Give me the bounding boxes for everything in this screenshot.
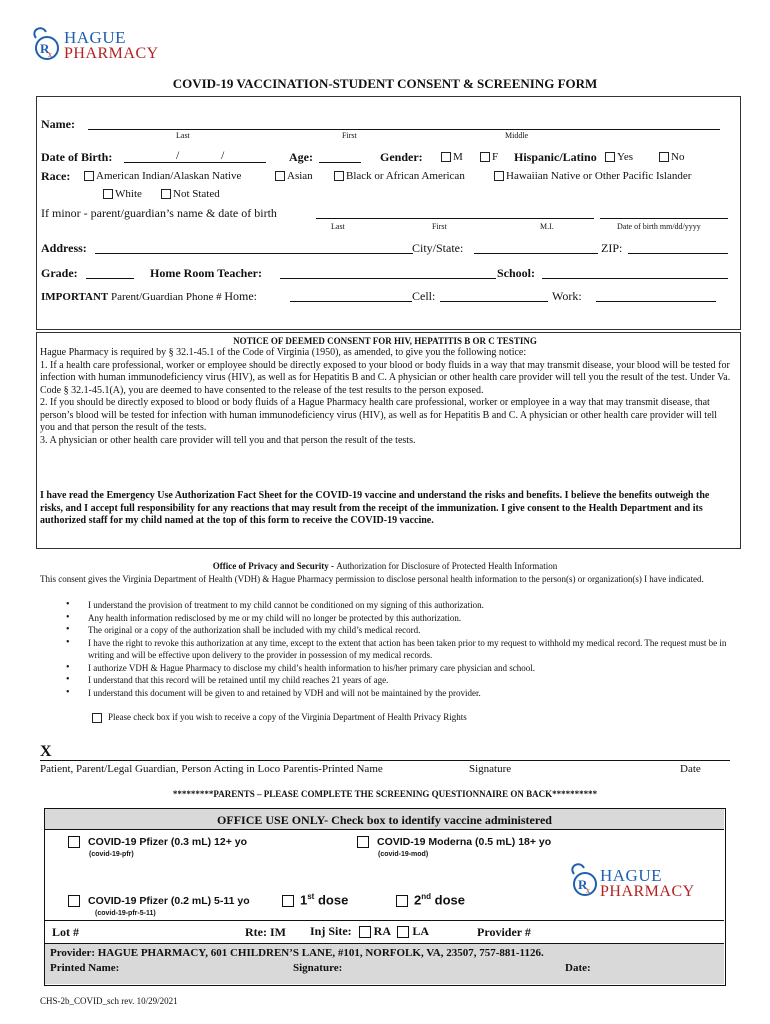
privacy-copy-label: Please check box if you wish to receive a copy of the Virginia Department of Health Privacy Rights <box>108 712 467 722</box>
homeroom-field[interactable] <box>280 265 496 279</box>
signature-sig-label: Signature <box>469 763 512 775</box>
cell-phone-field[interactable] <box>440 288 548 302</box>
privacy-bullets <box>0 599 730 699</box>
age-field[interactable] <box>319 149 361 163</box>
minor-sub-dob: Date of birth mm/dd/yyyy <box>617 222 701 231</box>
phone-row <box>41 289 257 304</box>
checkbox-icon[interactable] <box>359 926 371 938</box>
rte-label: Rte: IM <box>245 925 286 939</box>
work-label: Work: <box>552 289 582 303</box>
minor-sub-last: Last <box>331 222 345 231</box>
checkbox-icon[interactable] <box>275 171 285 181</box>
office-logo-line2: PHARMACY <box>600 883 695 900</box>
notice-p0: Hague Pharmacy is required by § 32.1-45.1 of the Code of Virginia (1950), as amended, to give you the following notice: <box>40 347 527 358</box>
race-label: Race: <box>41 169 71 183</box>
checkbox-icon[interactable] <box>397 926 409 938</box>
provider-number-label: Provider # <box>477 925 531 939</box>
dob-sep-1: / <box>176 148 180 162</box>
signature-x: X <box>40 743 52 760</box>
name-sub-middle: Middle <box>505 131 529 140</box>
notice-heading: NOTICE OF DEEMED CONSENT FOR HIV, HEPATITIS B OR C TESTING <box>233 336 537 346</box>
race-option-asian[interactable] <box>275 170 313 182</box>
la-label: LA <box>412 924 430 938</box>
printed-name-label: Printed Name: <box>50 962 120 974</box>
hispanic-label: Hispanic/Latino <box>514 150 597 164</box>
office-signature-label: Signature: <box>293 962 343 974</box>
important-label: IMPORTANT <box>41 291 109 303</box>
logo-line2: PHARMACY <box>64 45 159 62</box>
form-footer: CHS-2b_COVID_sch rev. 10/29/2021 <box>40 996 178 1006</box>
checkbox-icon[interactable] <box>334 171 344 181</box>
checkbox-icon[interactable] <box>494 171 504 181</box>
race-option-label: Black or African American <box>346 170 465 182</box>
logo-line1: HAGUE <box>64 28 126 47</box>
hispanic-yes-label: Yes <box>617 151 634 163</box>
lot-label: Lot # <box>52 925 79 939</box>
checkbox-icon[interactable] <box>103 189 113 199</box>
checkbox-icon[interactable] <box>480 152 490 162</box>
dose2-number: 2 <box>414 892 422 908</box>
pfizer12-option[interactable] <box>68 836 247 848</box>
guardian-dob-field[interactable] <box>600 205 728 219</box>
svg-text:R: R <box>40 41 50 56</box>
school-label: School: <box>497 266 536 280</box>
zip-field[interactable] <box>628 240 728 254</box>
privacy-heading-bold: Office of Privacy and Security - <box>212 561 337 571</box>
checkbox-icon[interactable] <box>605 152 615 162</box>
dose1-option[interactable] <box>282 892 348 907</box>
privacy-bullet: • Any health information redisclosed by me or my child will no longer be protected by this authorization. <box>88 612 730 625</box>
school-field[interactable] <box>542 265 728 279</box>
checkbox-icon[interactable] <box>161 189 171 199</box>
dob-field[interactable] <box>124 149 266 163</box>
grade-field[interactable] <box>86 265 134 279</box>
name-sub-first: First <box>342 131 357 140</box>
dob-label: Date of Birth: <box>41 150 113 164</box>
office-logo-line1: HAGUE <box>600 866 662 885</box>
minor-sub-mi: M.I. <box>540 222 554 231</box>
home-label: Home: <box>224 289 258 303</box>
moderna-option[interactable] <box>357 836 551 848</box>
notice-p3: 3. A physician or other health care provider will tell you and that person the result of the tests. <box>40 434 416 446</box>
moderna-code: (covid-19-mod) <box>378 851 429 858</box>
gender-f-label: F <box>492 151 499 163</box>
hispanic-yes-option[interactable] <box>605 151 633 163</box>
form-title: COVID-19 VACCINATION-STUDENT CONSENT & SCREENING FORM <box>172 76 598 91</box>
svg-text:x: x <box>48 50 52 59</box>
office-date-label: Date: <box>565 962 591 974</box>
notice-p2: 2. If you should be directly exposed to blood or body fluids of a Hague Pharmacy health care professional, worker or employee in a way that may transmit disease, that person’s blood will be tested for infection with human immunodeficiency virus (HIV), as well as for Hepatitis B and C. A physician or other health care provider will tell you and that person the result of the tests. <box>40 397 718 433</box>
dose2-option[interactable] <box>396 892 465 907</box>
logo <box>28 26 168 66</box>
pfizer5-code: (covid-19-pfr-5-11) <box>95 910 156 917</box>
grade-label: Grade: <box>41 266 78 280</box>
privacy-bullet: • I understand the provision of treatment to my child cannot be conditioned on my signing of this authorization. <box>88 599 730 612</box>
race-option-native[interactable] <box>84 170 241 182</box>
address-label: Address: <box>41 241 87 255</box>
race-option-label: Not Stated <box>173 188 220 200</box>
cell-label: Cell: <box>412 289 436 303</box>
race-option-label: White <box>115 188 142 200</box>
city-field[interactable] <box>474 240 598 254</box>
privacy-bullet: • I understand this document will be given to and retained by VDH and will not be maintained by the provider. <box>88 687 730 700</box>
privacy-bullet: • The original or a copy of the authorization shall be included with my child’s medical record. <box>88 624 730 637</box>
checkbox-icon[interactable] <box>396 895 408 907</box>
checkbox-icon[interactable] <box>441 152 451 162</box>
svg-text:x: x <box>586 886 590 895</box>
privacy-heading-rest: Authorization for Disclosure of Protected Health Information <box>336 561 558 571</box>
home-phone-field[interactable] <box>290 288 412 302</box>
hispanic-no-option[interactable] <box>659 151 684 163</box>
guardian-name-field[interactable] <box>316 205 594 219</box>
race-option-not-stated[interactable] <box>161 188 220 200</box>
name-sub-last: Last <box>176 131 190 140</box>
ra-label: RA <box>373 924 391 938</box>
hispanic-no-label: No <box>671 151 685 163</box>
race-option-black[interactable] <box>334 170 465 182</box>
office-logo <box>566 862 706 902</box>
privacy-bullet: • I understand that this record will be retained until my child reaches 21 years of age. <box>88 674 730 687</box>
office-heading: OFFICE USE ONLY- Check box to identify vaccine administered <box>217 813 552 827</box>
privacy-bullet: • I authorize VDH & Hague Pharmacy to disclose my child’s health information to his/her primary care physician and school. <box>88 662 730 675</box>
phone-label: Parent/Guardian Phone # <box>111 291 222 303</box>
work-phone-field[interactable] <box>596 288 716 302</box>
age-label: Age: <box>289 150 313 164</box>
pfizer12-label: COVID-19 Pfizer (0.3 mL) 12+ yo <box>88 836 248 848</box>
inj-site-label: Inj Site: <box>310 924 352 938</box>
privacy-bullet: • I have the right to revoke this authorization at any time, except to the extent that action has been taken prior to my request to withhold my medical record. The request must be in writing and will be effective upon delivery to the provider in possession of my medical records. <box>88 637 730 662</box>
minor-sub-first: First <box>432 222 447 231</box>
signature-date-label: Date <box>680 763 701 775</box>
checkbox-icon[interactable] <box>357 836 369 848</box>
provider-address: Provider: HAGUE PHARMACY, 601 CHILDREN’S LANE, #101, NORFOLK, VA, 23507, 757-881-1126. <box>50 947 544 959</box>
checkbox-icon[interactable] <box>92 713 102 723</box>
minor-label: If minor - parent/guardian’s name & date of birth <box>41 206 277 220</box>
privacy-heading <box>0 561 770 571</box>
gender-label: Gender: <box>380 150 423 164</box>
privacy-intro: This consent gives the Virginia Department of Health (VDH) & Hague Pharmacy permission to disclose personal health information to the person(s) or organization(s) I have indicated. <box>40 574 704 584</box>
checkbox-icon[interactable] <box>84 171 94 181</box>
homeroom-label: Home Room Teacher: <box>150 266 262 280</box>
dose1-sup: st <box>307 892 315 901</box>
pfizer5-label: COVID-19 Pfizer (0.2 mL) 5-11 yo <box>88 895 250 907</box>
dose1-number: 1 <box>300 892 308 908</box>
checkbox-icon[interactable] <box>282 895 294 907</box>
address-field[interactable] <box>95 240 413 254</box>
city-label: City/State: <box>412 241 464 255</box>
checkbox-icon[interactable] <box>68 836 80 848</box>
race-option-white[interactable] <box>103 188 142 200</box>
dose2-word: dose <box>434 892 465 908</box>
pfizer12-code: (covid-19-pfr) <box>89 851 134 858</box>
gender-m-label: M <box>453 151 463 163</box>
name-field[interactable] <box>88 116 720 130</box>
notice-body <box>40 347 734 447</box>
race-option-label: American Indian/Alaskan Native <box>96 170 242 182</box>
signature-line[interactable] <box>40 760 730 761</box>
rx-logo-icon <box>28 26 68 66</box>
race-option-hawaiian[interactable] <box>494 170 691 182</box>
gender-m-option[interactable] <box>441 151 463 163</box>
moderna-label: COVID-19 Moderna (0.5 mL) 18+ yo <box>377 836 552 848</box>
race-option-label: Asian <box>287 170 313 182</box>
notice-p1: 1. If a health care professional, worker or employee should be directly exposed to your blood or body fluids in a way that may transmit disease, your blood will be tested for infection with human immunodeficiency virus (HIV), as well as for Hepatitis B and C. A physician or other health care provider will tell you the result of the test. Under Va. Code § 32.1-45.1(A), you are deemed to have consented to the release of the test results to the person exposed. <box>40 359 731 396</box>
race-option-label: Hawaiian Native or Other Pacific Islander <box>506 170 692 182</box>
dose1-word: dose <box>317 892 349 908</box>
privacy-copy-option[interactable] <box>92 712 467 723</box>
dob-sep-2: / <box>221 148 225 162</box>
signature-name-label: Patient, Parent/Legal Guardian, Person Acting in Loco Parentis-Printed Name <box>40 763 383 775</box>
back-notice: *********PARENTS – PLEASE COMPLETE THE SCREENING QUESTIONNAIRE ON BACK********** <box>172 789 598 799</box>
dose2-sup: nd <box>421 892 432 901</box>
svg-text:R: R <box>578 877 588 892</box>
zip-label: ZIP: <box>601 241 623 255</box>
name-label: Name: <box>41 117 75 131</box>
lot-row-divider <box>45 920 724 921</box>
inj-site-group <box>310 924 429 939</box>
pfizer5-option[interactable] <box>68 895 250 907</box>
checkbox-icon[interactable] <box>659 152 669 162</box>
checkbox-icon[interactable] <box>68 895 80 907</box>
consent-statement: I have read the Emergency Use Authorization Fact Sheet for the COVID-19 vaccine and understand the risks and benefits. I believe the benefits outweigh the risks, and I accept full responsibility for any reactions that may result from the receipt of the immunization. I give consent to the Health Department and its authorized staff for my child named at the top of this form to receive the COVID-19 vaccine. <box>40 490 710 526</box>
gender-f-option[interactable] <box>480 151 498 163</box>
